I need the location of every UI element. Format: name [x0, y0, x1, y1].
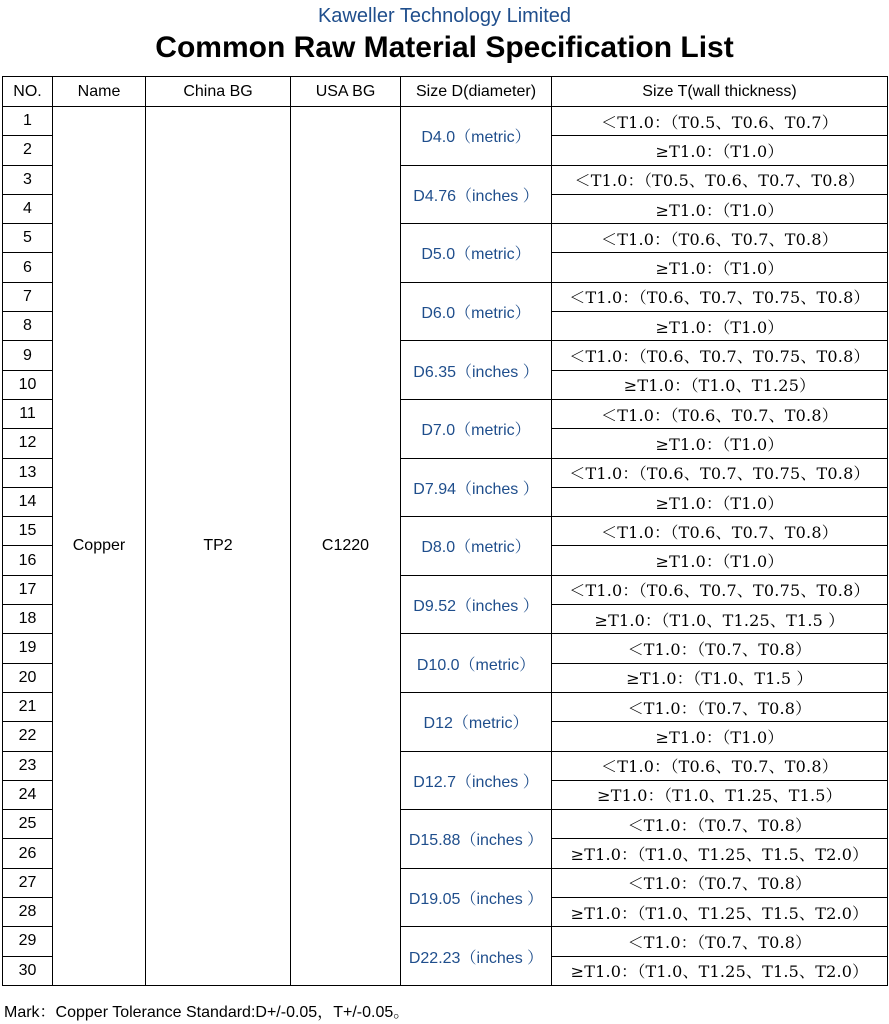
thickness-condition: ＜T1.0： — [601, 112, 671, 132]
row-number: 1 — [3, 107, 53, 136]
wall-thickness — [552, 605, 888, 634]
wall-thickness — [552, 341, 888, 370]
thickness-condition: ≥T1.0： — [597, 786, 664, 806]
diameter-size: D22.23（inches ） — [401, 927, 552, 986]
wall-thickness — [552, 224, 888, 253]
thickness-values: （T1.0、T1.25、T1.5、T2.0） — [637, 845, 869, 865]
thickness-condition: ＜T1.0： — [569, 581, 639, 601]
thickness-values: （T1.0） — [722, 493, 784, 513]
row-number: 6 — [3, 253, 53, 282]
thickness-condition: ＜T1.0： — [569, 464, 639, 484]
thickness-condition: ＜T1.0： — [627, 698, 697, 718]
wall-thickness — [552, 429, 888, 458]
thickness-condition: ＜T1.0： — [601, 522, 671, 542]
thickness-values: （T1.0、T1.5 ） — [693, 669, 813, 689]
thickness-values: （T0.7、T0.8） — [696, 815, 812, 835]
table-row — [3, 107, 888, 136]
thickness-condition: ≥T1.0： — [570, 903, 638, 923]
row-number: 19 — [3, 634, 53, 663]
thickness-condition: ＜T1.0： — [601, 405, 671, 425]
wall-thickness — [552, 312, 888, 341]
thickness-values: （T0.6、T0.7、T0.75、T0.8） — [638, 581, 870, 601]
wall-thickness — [552, 663, 888, 692]
row-number: 11 — [3, 399, 53, 428]
diameter-size: D9.52（inches ） — [401, 575, 552, 634]
diameter-size: D12.7（inches ） — [401, 751, 552, 810]
wall-thickness — [552, 751, 888, 780]
thickness-values: （T0.6、T0.7、T0.75、T0.8） — [638, 288, 870, 308]
thickness-values: （T0.6、T0.7、T0.75、T0.8） — [638, 464, 870, 484]
wall-thickness — [552, 458, 888, 487]
thickness-values: （T0.7、T0.8） — [696, 874, 812, 894]
thickness-condition: ≥T1.0： — [655, 434, 723, 454]
row-number: 9 — [3, 341, 53, 370]
thickness-values: （T1.0） — [722, 434, 784, 454]
thickness-condition: ＜T1.0： — [627, 815, 697, 835]
wall-thickness — [552, 399, 888, 428]
row-number: 28 — [3, 898, 53, 927]
row-number: 29 — [3, 927, 53, 956]
row-number: 15 — [3, 517, 53, 546]
row-number: 8 — [3, 312, 53, 341]
table-body — [3, 107, 888, 986]
wall-thickness — [552, 722, 888, 751]
thickness-values: （T0.7、T0.8） — [696, 932, 812, 952]
thickness-values: （T1.0） — [722, 552, 784, 572]
column-header-name: Name — [53, 77, 146, 107]
wall-thickness — [552, 956, 888, 985]
china-bg-grade: TP2 — [146, 107, 291, 986]
thickness-values: （T1.0） — [722, 259, 784, 279]
thickness-condition: ≥T1.0： — [655, 727, 723, 747]
thickness-values: （T1.0） — [722, 200, 784, 220]
row-number: 30 — [3, 956, 53, 985]
row-number: 24 — [3, 780, 53, 809]
thickness-values: （T0.7、T0.8） — [696, 639, 812, 659]
usa-bg-grade: C1220 — [291, 107, 401, 986]
thickness-values: （T0.6、T0.7、T0.8） — [670, 229, 838, 249]
row-number: 13 — [3, 458, 53, 487]
wall-thickness — [552, 692, 888, 721]
thickness-values: （T0.5、T0.6、T0.7） — [670, 112, 838, 132]
row-number: 26 — [3, 839, 53, 868]
document-title: Common Raw Material Specification List — [155, 31, 734, 64]
wall-thickness — [552, 927, 888, 956]
row-number: 12 — [3, 429, 53, 458]
company-name: Kaweller Technology Limited — [317, 5, 572, 27]
wall-thickness — [552, 107, 888, 136]
wall-thickness — [552, 253, 888, 282]
diameter-size: D12（metric） — [401, 692, 552, 751]
thickness-condition: ≥T1.0： — [655, 317, 723, 337]
row-number: 5 — [3, 224, 53, 253]
diameter-size: D19.05（inches ） — [401, 868, 552, 927]
thickness-condition: ＜T1.0： — [574, 171, 644, 191]
tolerance-mark: Mark：Copper Tolerance Standard:D+/-0.05，T+/-0.05。 — [4, 1004, 410, 1021]
diameter-size: D4.0（metric） — [401, 107, 552, 166]
thickness-condition: ≥T1.0： — [655, 200, 723, 220]
thickness-values: （T1.0、T1.25、T1.5、T2.0） — [637, 962, 869, 982]
diameter-size: D15.88（inches ） — [401, 810, 552, 869]
thickness-condition: ≥T1.0： — [655, 552, 723, 572]
wall-thickness — [552, 575, 888, 604]
material-name: Copper — [53, 107, 146, 986]
diameter-size: D7.0（metric） — [401, 399, 552, 458]
thickness-values: （T1.0） — [722, 317, 784, 337]
thickness-condition: ＜T1.0： — [627, 639, 697, 659]
row-number: 21 — [3, 692, 53, 721]
thickness-values: （T1.0） — [722, 727, 784, 747]
thickness-values: （T1.0、T1.25、T1.5、T2.0） — [637, 903, 869, 923]
wall-thickness — [552, 868, 888, 897]
row-number: 3 — [3, 165, 53, 194]
thickness-condition: ≥T1.0： — [655, 141, 723, 161]
thickness-values: （T0.7、T0.8） — [696, 698, 812, 718]
wall-thickness — [552, 634, 888, 663]
column-header-size-d: Size D(diameter) — [401, 77, 552, 107]
thickness-condition: ≥T1.0： — [626, 669, 693, 689]
wall-thickness — [552, 370, 888, 399]
row-number: 17 — [3, 575, 53, 604]
thickness-condition: ≥T1.0： — [655, 493, 723, 513]
thickness-condition: ＜T1.0： — [569, 347, 639, 367]
thickness-values: （T0.6、T0.7、T0.8） — [670, 522, 838, 542]
material-spec-table — [2, 76, 888, 986]
diameter-size: D10.0（metric） — [401, 634, 552, 693]
wall-thickness — [552, 546, 888, 575]
wall-thickness — [552, 517, 888, 546]
thickness-condition: ＜T1.0： — [601, 757, 671, 777]
diameter-size: D7.94（inches ） — [401, 458, 552, 517]
thickness-condition: ≥T1.0： — [594, 610, 662, 630]
wall-thickness — [552, 282, 888, 311]
row-number: 25 — [3, 810, 53, 839]
thickness-condition: ＜T1.0： — [627, 874, 697, 894]
row-number: 2 — [3, 136, 53, 165]
thickness-values: （T1.0） — [722, 141, 784, 161]
wall-thickness — [552, 136, 888, 165]
wall-thickness — [552, 487, 888, 516]
thickness-values: （T1.0、T1.25） — [690, 376, 816, 396]
diameter-size: D6.35（inches ） — [401, 341, 552, 400]
thickness-condition: ≥T1.0： — [655, 259, 723, 279]
row-number: 27 — [3, 868, 53, 897]
thickness-values: （T0.6、T0.7、T0.8） — [670, 405, 838, 425]
row-number: 16 — [3, 546, 53, 575]
row-number: 18 — [3, 605, 53, 634]
thickness-condition: ＜T1.0： — [569, 288, 639, 308]
wall-thickness — [552, 194, 888, 223]
wall-thickness — [552, 780, 888, 809]
diameter-size: D5.0（metric） — [401, 224, 552, 283]
column-header-size-t: Size T(wall thickness) — [552, 77, 888, 107]
thickness-values: （T0.6、T0.7、T0.75、T0.8） — [638, 347, 870, 367]
table-header-row — [3, 77, 888, 107]
row-number: 4 — [3, 194, 53, 223]
row-number: 22 — [3, 722, 53, 751]
thickness-condition: ≥T1.0： — [570, 845, 638, 865]
column-header-china-bg: China BG — [146, 77, 291, 107]
row-number: 7 — [3, 282, 53, 311]
thickness-values: （T0.5、T0.6、T0.7、T0.8） — [643, 171, 865, 191]
column-header-usa-bg: USA BG — [291, 77, 401, 107]
thickness-values: （T1.0、T1.25、T1.5） — [663, 786, 842, 806]
diameter-size: D4.76（inches ） — [401, 165, 552, 224]
row-number: 20 — [3, 663, 53, 692]
row-number: 23 — [3, 751, 53, 780]
row-number: 10 — [3, 370, 53, 399]
row-number: 14 — [3, 487, 53, 516]
thickness-condition: ＜T1.0： — [601, 229, 671, 249]
wall-thickness — [552, 810, 888, 839]
thickness-condition: ＜T1.0： — [627, 932, 697, 952]
diameter-size: D6.0（metric） — [401, 282, 552, 341]
column-header-no: NO. — [3, 77, 53, 107]
diameter-size: D8.0（metric） — [401, 517, 552, 576]
wall-thickness — [552, 165, 888, 194]
thickness-values: （T0.6、T0.7、T0.8） — [670, 757, 838, 777]
wall-thickness — [552, 898, 888, 927]
wall-thickness — [552, 839, 888, 868]
thickness-condition: ≥T1.0： — [623, 376, 691, 396]
thickness-values: （T1.0、T1.25、T1.5 ） — [661, 610, 845, 630]
thickness-condition: ≥T1.0： — [570, 962, 638, 982]
